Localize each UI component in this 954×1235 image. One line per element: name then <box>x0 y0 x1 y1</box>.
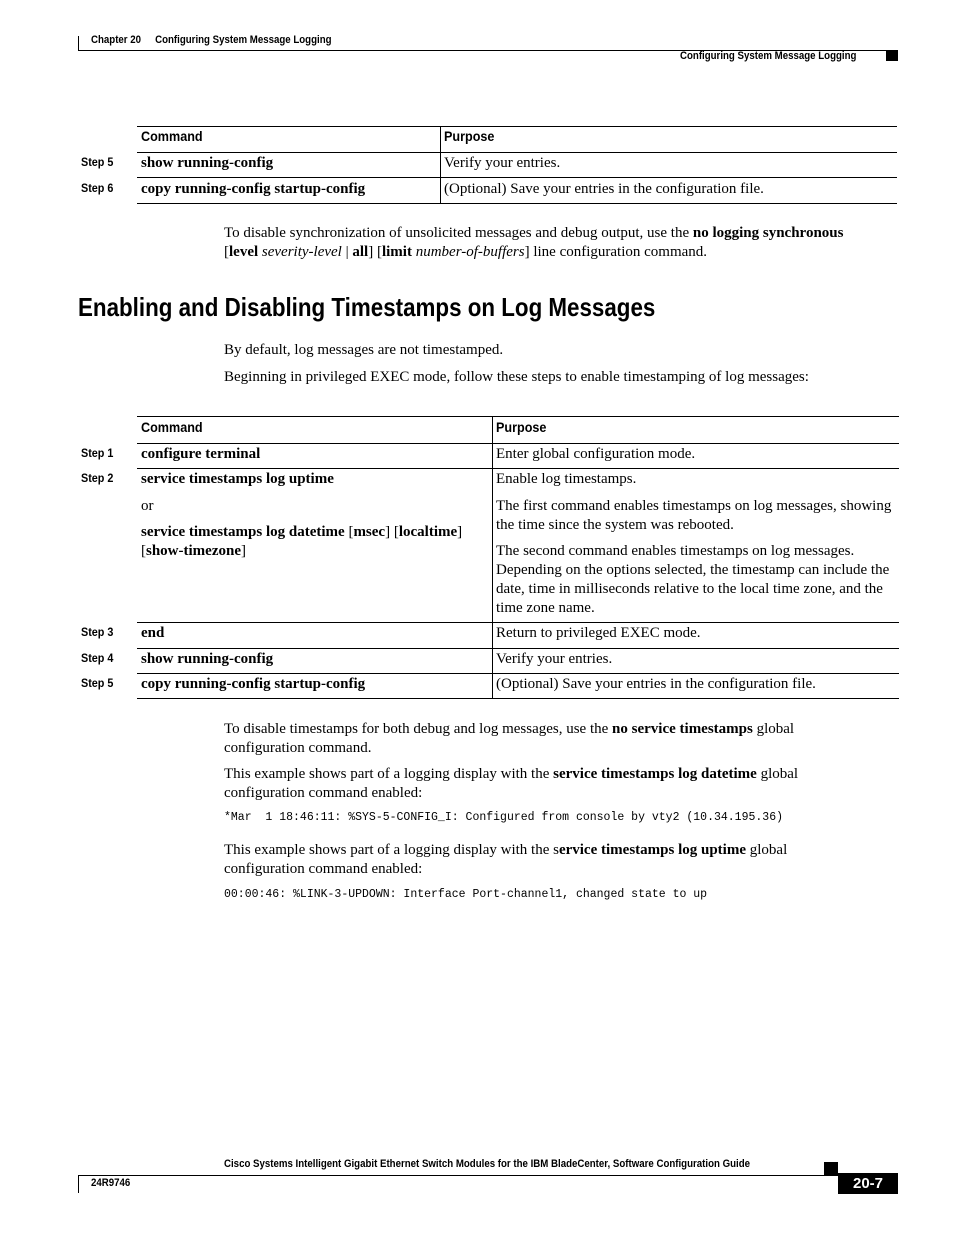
table1-header-purpose: Purpose <box>444 128 495 144</box>
table2-row-rule <box>137 648 899 649</box>
paragraph-default: By default, log messages are not timestamped. <box>224 342 504 358</box>
table1-bottom-rule <box>137 203 897 204</box>
table2-step-label: Step 3 <box>81 625 114 639</box>
table1-header-command: Command <box>141 128 203 144</box>
table2-purpose: Enable log timestamps. <box>496 471 637 487</box>
footer-rule <box>78 1175 838 1176</box>
table2-purpose-detail: The second command enables timestamps on log messages. Depending on the options selected, the timestamp can include the date, time in milliseconds relative to the local time zone, and the time zone name. <box>496 543 890 616</box>
header-left-rule <box>78 36 79 51</box>
table1-top-rule <box>137 126 897 127</box>
table2-command: show running-config <box>141 651 274 667</box>
table2-row-rule <box>137 468 899 469</box>
header-section-title: Configuring System Message Logging <box>680 50 857 62</box>
table2-header-command: Command <box>141 419 203 435</box>
table2-purpose-detail: The first command enables timestamps on log messages, showing the time since the system was rebooted. <box>496 498 892 533</box>
table2-purpose: Verify your entries. <box>496 651 613 667</box>
table2-command: configure terminal <box>141 446 261 462</box>
page-number: 20-7 <box>838 1173 898 1194</box>
table2-row-rule <box>137 622 899 623</box>
section-heading: Enabling and Disabling Timestamps on Log Messages <box>78 292 656 322</box>
table2-bottom-rule <box>137 698 899 699</box>
table2-header-purpose: Purpose <box>496 419 547 435</box>
code-example-datetime: *Mar 1 18:46:11: %SYS-5-CONFIG_I: Configured from console by vty2 (10.34.195.36) <box>224 811 783 824</box>
table2-col-divider <box>492 416 493 699</box>
paragraph-example-uptime: This example shows part of a logging display with the service timestamps log uptime global configuration command enabled: <box>224 842 788 877</box>
footer-left-rule <box>78 1175 79 1193</box>
table2-top-rule <box>137 416 899 417</box>
table2-step-label: Step 1 <box>81 446 114 460</box>
header-chapter: Chapter 20 Configuring System Message Logging <box>91 34 332 46</box>
table2-step-label: Step 4 <box>81 651 114 665</box>
table2-or-text: or <box>141 498 154 514</box>
table1-purpose: (Optional) Save your entries in the configuration file. <box>444 181 764 197</box>
table2-purpose: Return to privileged EXEC mode. <box>496 625 701 641</box>
table2-command: copy running-config startup-config <box>141 676 366 692</box>
table1-col-divider <box>440 126 441 204</box>
table2-purpose: Enter global configuration mode. <box>496 446 696 462</box>
paragraph-disable-sync: To disable synchronization of unsolicited messages and debug output, use the no logging synchronous [level severity-level | all] [limit number-of-buffers] line configuration command. <box>224 225 844 260</box>
table1-step-label: Step 5 <box>81 155 114 169</box>
footer-title: Cisco Systems Intelligent Gigabit Ethernet Switch Modules for the IBM BladeCenter, Software Configuration Guide <box>224 1158 751 1170</box>
table2-row-rule <box>137 673 899 674</box>
code-example-uptime: 00:00:46: %LINK-3-UPDOWN: Interface Port-channel1, changed state to up <box>224 888 708 901</box>
table2-step-label: Step 2 <box>81 471 114 485</box>
table2-purpose: (Optional) Save your entries in the configuration file. <box>496 676 816 692</box>
footer-doc-number: 24R9746 <box>91 1177 131 1189</box>
table1-command: show running-config <box>141 155 274 171</box>
paragraph-steps-intro: Beginning in privileged EXEC mode, follow these steps to enable timestamping of log messages: <box>224 369 809 385</box>
table2-step-label: Step 5 <box>81 676 114 690</box>
paragraph-disable-timestamps: To disable timestamps for both debug and log messages, use the no service timestamps global configuration command. <box>224 721 795 756</box>
table1-purpose: Verify your entries. <box>444 155 561 171</box>
header-block <box>886 51 898 61</box>
table1-command: copy running-config startup-config <box>141 181 366 197</box>
table1-step-label: Step 6 <box>81 181 114 195</box>
table1-row-rule <box>137 177 897 178</box>
paragraph-example-datetime: This example shows part of a logging display with the service timestamps log datetime global configuration command enabled: <box>224 766 799 801</box>
table2-command: service timestamps log uptime <box>141 471 334 487</box>
table2-command-alt: service timestamps log datetime [msec] [localtime] [show-timezone] <box>141 524 463 559</box>
footer-page-tab <box>824 1162 838 1175</box>
table2-header-rule <box>137 443 899 444</box>
table1-header-rule <box>137 152 897 153</box>
table2-command: end <box>141 625 165 641</box>
